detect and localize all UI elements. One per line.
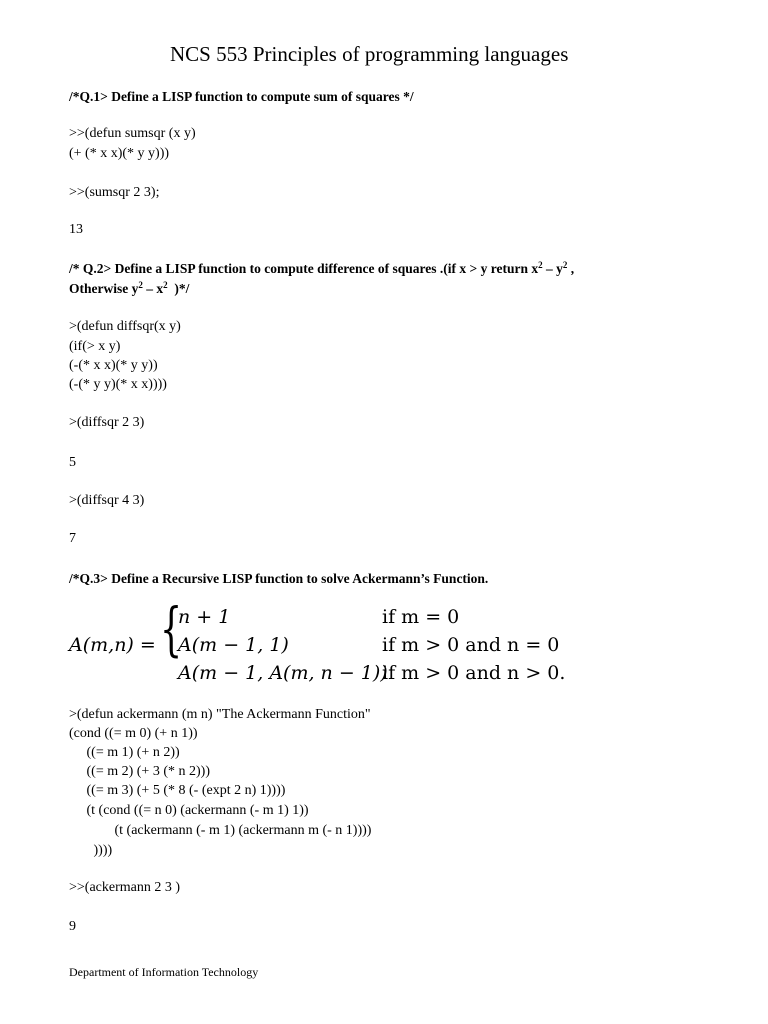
q2-call-2: >(diffsqr 4 3) [69,493,145,508]
q1-result: 13 [69,222,83,237]
formula-case-1-expr: n + 1 [178,606,231,628]
q3-result: 9 [69,919,76,934]
q3-code-line-6: (t (cond ((= n 0) (ackermann (- m 1) 1)) [69,803,309,818]
q3-code-line-5: ((= m 3) (+ 5 (* 8 (- (expt 2 n) 1)))) [69,783,286,798]
q2-code-line-1: >(defun diffsqr(x y) [69,319,181,334]
q2-heading-sup-2: 2 [562,260,568,270]
q2-heading-line-2 [69,281,189,297]
formula-case-2-cond: if m > 0 and n = 0 [382,634,560,656]
q3-code-line-3: ((= m 1) (+ n 2)) [69,745,180,760]
q2-heading-line-1 [69,261,574,277]
q1-heading: /*Q.1> Define a LISP function to compute sum of squares */ [69,89,414,104]
formula-case-3-expr: A(m − 1, A(m, n − 1)) [178,662,388,684]
q2-heading-sup-1: 2 [538,260,543,270]
q3-code-line-4: ((= m 2) (+ 3 (* n 2))) [69,764,210,779]
q2-heading-text-a: /* Q.2> Define a LISP function to compute difference of squares .(if x > y return x [69,261,539,276]
q3-call: >>(ackermann 2 3 ) [69,880,181,895]
q2-code-line-2: (if(> x y) [69,339,121,354]
q2-call-1: >(diffsqr 2 3) [69,415,145,430]
formula-lhs: A(m,n) = [69,634,156,656]
q2-heading-text-c: , [567,261,575,276]
q2-result-2: 7 [69,531,76,546]
q2-heading-text-b: – y [542,261,563,276]
q3-code-line-2: (cond ((= m 0) (+ n 1)) [69,726,198,741]
q2-code-line-4: (-(* y y)(* x x)))) [69,377,167,392]
q2-heading-text-e: – x [142,281,164,296]
q2-heading-text-d: Otherwise y [69,281,139,296]
q2-code-line-3: (-(* x x)(* y y)) [69,358,158,373]
q2-heading-sup-3: 2 [138,280,143,290]
q3-code-line-7: (t (ackermann (- m 1) (ackermann m (- n 1)))) [69,823,372,838]
q3-heading: /*Q.3> Define a Recursive LISP function to solve Ackermann’s Function. [69,571,489,586]
q1-call: >>(sumsqr 2 3); [69,185,160,200]
q2-heading-sup-4: 2 [163,280,168,290]
q3-code-line-1: >(defun ackermann (m n) "The Ackermann Function" [69,707,371,722]
q1-code-line-2: (+ (* x x)(* y y))) [69,146,170,161]
page-footer: Department of Information Technology [69,965,259,979]
formula-brace: { [160,595,183,663]
q1-code-line-1: >>(defun sumsqr (x y) [69,126,196,141]
formula-case-2-expr: A(m − 1, 1) [178,634,289,656]
formula-case-3-cond: if m > 0 and n > 0. [382,662,566,684]
formula-case-1-cond: if m = 0 [382,606,460,628]
q2-result-1: 5 [69,455,76,470]
page-title: NCS 553 Principles of programming languages [170,42,569,66]
q2-heading-text-f: )*/ [167,281,190,296]
q3-code-line-8: )))) [69,843,113,858]
